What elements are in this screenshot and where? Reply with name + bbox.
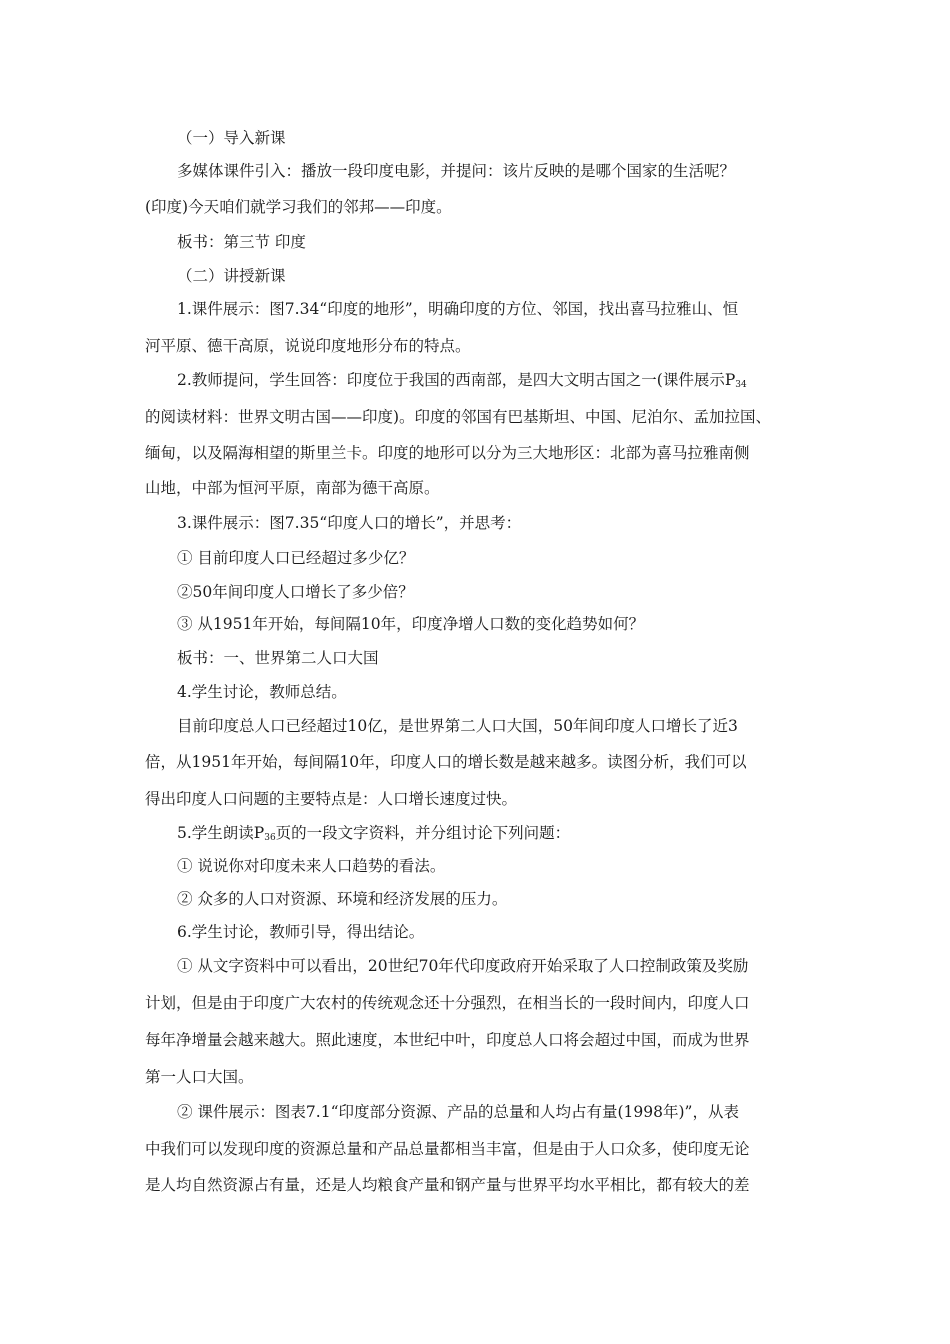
board-note: 板书：第三节 印度 [177,233,306,251]
text-line: 3.课件展示：图7.35“印度人口的增长”，并思考： [177,514,522,532]
text-line: (印度)今天咱们就学习我们的邻邦——印度。 [145,198,452,216]
text-line: 2.教师提问，学生回答：印度位于我国的西南部，是四大文明古国之一(课件展示$P_{34}$ [177,371,747,390]
question-item: ③ 从1951年开始，每间隔10年，印度净增人口数的变化趋势如何？ [177,615,645,633]
text-line: 1.课件展示：图7.34“印度的地形”，明确印度的方位、邻国，找出喜马拉雅山、恒 [177,300,739,318]
text-line: 山地，中部为恒河平原，南部为德干高原。 [145,479,440,497]
text-line: 倍，从1951年开始，每间隔10年，印度人口的增长数是越来越多。读图分析，我们可以 [145,753,747,771]
text-line: 第一人口大国。 [145,1068,254,1086]
heading-teaching: （二）讲授新课 [177,267,286,285]
text-line: 6.学生讨论，教师引导，得出结论。 [177,923,425,941]
heading-intro: （一）导入新课 [177,129,286,147]
text-line: 得出印度人口问题的主要特点是：人口增长速度过快。 [145,790,518,808]
text-line: 目前印度总人口已经超过10亿，是世界第二人口大国，50年间印度人口增长了近3 [177,717,738,735]
text-line: ② 课件展示：图表7.1“印度部分资源、产品的总量和人均占有量(1998年)”，从表 [177,1103,739,1121]
text-line: 的阅读材料：世界文明古国——印度)。印度的邻国有巴基斯坦、中国、尼泊尔、孟加拉国、 [145,408,772,426]
board-note: 板书：一、世界第二人口大国 [177,649,379,667]
question-item: ② 众多的人口对资源、环境和经济发展的压力。 [177,890,508,908]
text-line: 4.学生讨论，教师总结。 [177,683,347,701]
text-line: 每年净增量会越来越大。照此速度，本世纪中叶，印度总人口将会超过中国，而成为世界 [145,1031,750,1049]
text-line: 河平原、德干高原，说说印度地形分布的特点。 [145,337,471,355]
text-line: 是人均自然资源占有量，还是人均粮食产量和钢产量与世界平均水平相比，都有较大的差 [145,1176,750,1194]
question-item: ②50年间印度人口增长了多少倍？ [177,583,414,601]
text-line: 缅甸，以及隔海相望的斯里兰卡。印度的地形可以分为三大地形区：北部为喜马拉雅南侧 [145,444,750,462]
question-item: ① 说说你对印度未来人口趋势的看法。 [177,857,446,875]
text-line: 5.学生朗读$P_{36}$页的一段文字资料，并分组讨论下列问题： [177,824,571,843]
text-line: 中我们可以发现印度的资源总量和产品总量都相当丰富，但是由于人口众多，使印度无论 [145,1140,750,1158]
text-line: ① 从文字资料中可以看出，20世纪70年代印度政府开始采取了人口控制政策及奖励 [177,957,749,975]
text-line: 计划，但是由于印度广大农村的传统观念还十分强烈，在相当长的一段时间内，印度人口 [145,994,750,1012]
question-item: ① 目前印度人口已经超过多少亿？ [177,549,415,567]
text-line: 多媒体课件引入：播放一段印度电影，并提问：该片反映的是哪个国家的生活呢？ [177,162,736,180]
